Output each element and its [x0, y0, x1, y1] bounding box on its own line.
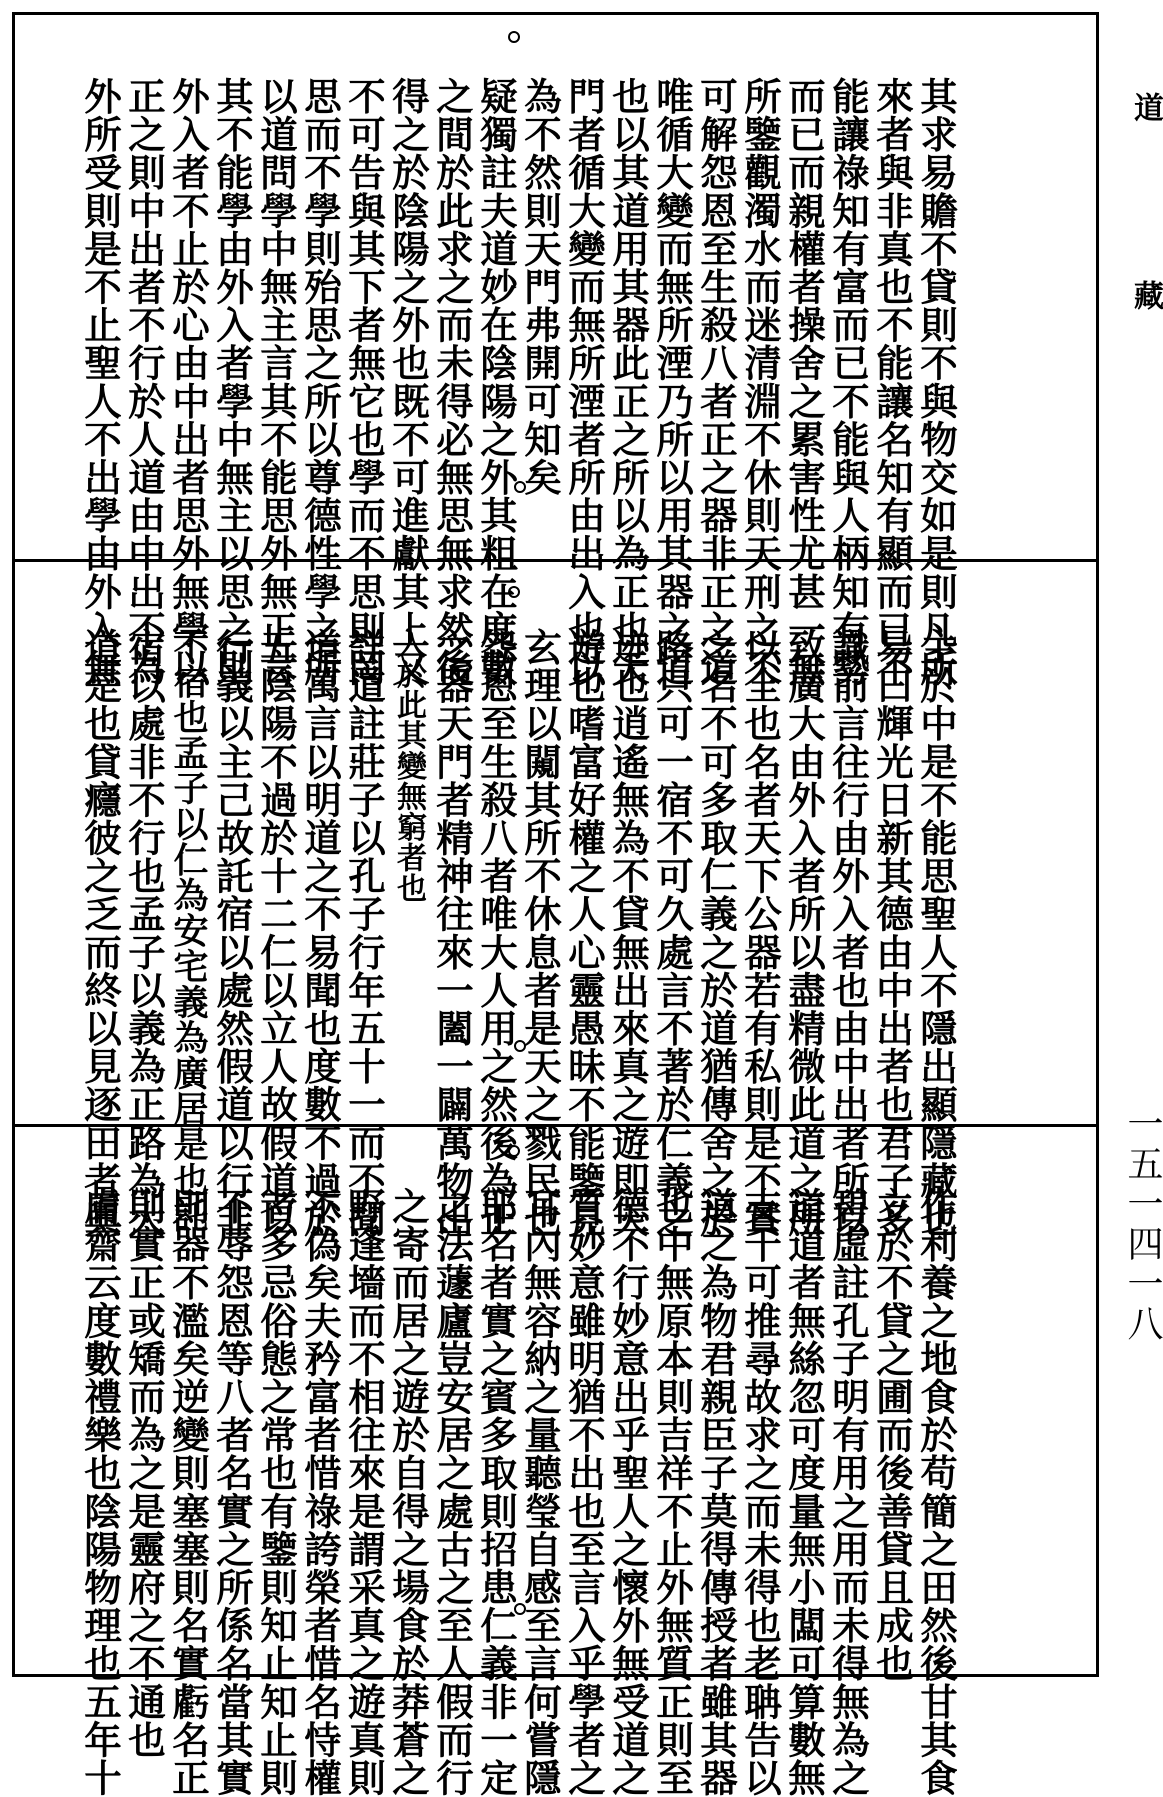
- text-panel-bottom: [15, 1127, 1096, 1797]
- text-panel-middle: [15, 562, 1096, 1238]
- text-column: 思而不學則殆思之所以尊德性學之所: [298, 77, 342, 687]
- text-column: 質妙意雖明猶不出也至言入乎學者之: [562, 1187, 606, 1797]
- text-column: 而已而親權者操舍之累害性尤甚一無: [782, 77, 826, 687]
- text-column: 之寄而居之遊於自得之場食於莽蒼之: [386, 1187, 430, 1797]
- text-column: 所鑒觀濁水而迷清淵不休則天刑之不: [738, 77, 782, 687]
- text-column: 道萬言以明道之不易聞也度數不過於: [298, 628, 342, 1238]
- section-circle-mark: [508, 31, 520, 43]
- text-column: 能讓祿知有富而已不能與人柄知有勢: [826, 77, 870, 687]
- text-column: 耳內無容納之量聽瑩自感至言何嘗隱: [518, 1187, 562, 1797]
- text-column: 宿以處非不行也孟子以義為正路為大: [122, 628, 166, 1238]
- text-column: 來者與非真也不能讓名知有顯而已不: [870, 77, 914, 687]
- text-column: 則實正或矯而為之是靈府之不通也: [122, 1187, 166, 1759]
- text-column: 五陰陽不過於十二仁以立人故假道以: [254, 628, 298, 1238]
- text-column: 外入者不止於心由中出者思外無學以: [166, 77, 210, 687]
- text-column: 不宿也孟子以仁為安宅義為廣居是也託: [168, 628, 209, 1234]
- text-column: 支干可推尋故求之而未得也老聃告以: [738, 1187, 782, 1797]
- text-column: 易曰輝光日新其德由中出者也君子多: [870, 628, 914, 1238]
- text-column: 行義以主己故託宿以處然假道以行非: [210, 628, 254, 1238]
- text-column: 以全也名者天下公器若有私則是不實: [738, 628, 782, 1238]
- text-column: 之名不可多取仁義之於道猶傳舍之於: [694, 628, 738, 1238]
- text-column: 以道問學中無主言其不能思外無正言: [254, 77, 298, 687]
- text-column: 外所受則是不止聖人不出學由外入無: [78, 77, 122, 687]
- margin-title-zang: 藏: [1128, 280, 1163, 340]
- text-column: 路只可一宿不可久處言不著於仁義之: [650, 628, 694, 1238]
- text-column: 主於中是不能思聖人不隱出顯隱藏也: [914, 628, 958, 1238]
- text-column: 之間於此求之而未得必無思無求然後: [430, 77, 474, 687]
- text-column: 耶名者實之賓多取則招患仁義非一定: [474, 1187, 518, 1797]
- text-column: 者多忌俗態之常也有鑒則知止知止則: [254, 1187, 298, 1797]
- text-column: 碧虛註孔子明有用之用而未得無為之: [826, 1187, 870, 1797]
- text-column: 不辱怨恩等八者名實之所係名當其實: [210, 1187, 254, 1797]
- text-column: 入於此其變無窮者也: [391, 628, 426, 904]
- section-circle-mark: [508, 586, 520, 598]
- text-column: 作利養之地食於苟簡之田然後甘其食: [914, 1187, 958, 1797]
- text-column: 立於不貸之圃而後善貸且成也: [870, 1187, 914, 1683]
- text-column: 也中無原本則吉祥不止外無質正則至: [650, 1187, 694, 1797]
- text-column: 其求易贍不貸則不與物交如是則凡所: [914, 77, 958, 687]
- text-column: 膚齋云度數禮樂也陰陽物理也五年十: [78, 1187, 122, 1797]
- text-column: 怨恩至生殺八者唯大人用之然後為正: [474, 628, 518, 1238]
- text-column: 為不然則天門弗開可知矣: [518, 77, 562, 497]
- text-column: 致廣大由外入者所以盡精微此道之所: [782, 628, 826, 1238]
- text-column: 其不能學由外入者學中無主以思之則: [210, 77, 254, 687]
- text-column: 則器不濫矣逆變則塞塞則名實虧名正: [166, 1187, 210, 1797]
- margin-title-dao: 道: [1128, 92, 1163, 152]
- text-column: 道是也貸癮彼之乏而終以見逐田者與: [78, 628, 122, 1238]
- text-panel-top: [15, 15, 1096, 687]
- text-column: 門者循大變而無所湮者所由出入也以: [562, 77, 606, 687]
- text-column: 野逢墻而不相往來是謂采真之遊真則: [342, 1187, 386, 1797]
- text-column: 得之於陰陽之外也既不可進獻其上又: [386, 77, 430, 687]
- text-column: 迹也逍遙無為不貸無出來真之遊即天: [606, 628, 650, 1238]
- page-frame: [12, 12, 1099, 1797]
- text-column: 疑獨註夫道妙在陰陽之外其粗在度數: [474, 77, 518, 687]
- text-column: 道之為物君親臣子莫得傳授者雖其器: [694, 1187, 738, 1797]
- text-column: 道道者無絲忽可度量無小闆可算數無: [782, 1187, 826, 1797]
- text-column: 也以其道用其器此正之所以為正也天: [606, 77, 650, 687]
- text-column: 之器天門者精神往來一闔一闢萬物出: [430, 628, 474, 1238]
- text-column: 不偽矣夫矜富者惜祿誇榮者惜名恃權: [298, 1187, 342, 1797]
- page-number: 一五一四一八: [1122, 1105, 1163, 1345]
- text-column: 正之則中出者不行於人道由中出不為: [122, 77, 166, 687]
- text-column: 玄理以闚其所不休息者是天之戮民也: [518, 628, 562, 1238]
- text-column: 之法蘧廬豈安居之處古之至人假而行: [430, 1187, 474, 1797]
- text-column: 詳道註莊子以孔子行年五十一而不聞: [342, 628, 386, 1238]
- text-column: 德不行妙意出乎聖人之懷外無受道之: [606, 1187, 650, 1797]
- text-column: 遊也嗜富好權之人心靈愚昧不能鑒見: [562, 628, 606, 1238]
- text-column: 識前言往行由外入者也由中出者所以: [826, 628, 870, 1238]
- text-column: 可解怨恩至生殺八者正之器非正之道: [694, 77, 738, 687]
- text-column: 不可告與其下者無它也學而不思則罔: [342, 77, 386, 687]
- text-column: 唯循大變而無所湮乃所以用其器之道: [650, 77, 694, 687]
- section-circle-mark: [508, 1145, 520, 1157]
